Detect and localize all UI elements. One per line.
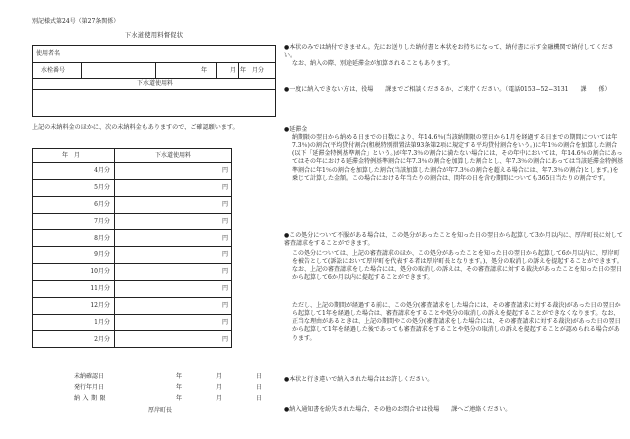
payment-instruction-text: ●本状のみでは納付できません。先にお送りした納付書と本状をお持ちになって、納付書に示す金融機関で納付してください。 — [284, 44, 614, 60]
late-fee-body — [284, 134, 624, 183]
date-unit-d: 日 — [256, 395, 263, 402]
month-cell: 1月分 — [33, 314, 115, 331]
page-title: 下水道使用料督促状 — [124, 32, 184, 39]
faucet-row — [33, 63, 275, 79]
user-name-row — [33, 46, 275, 63]
year-label: 年 — [201, 67, 208, 74]
divider — [81, 63, 82, 78]
date-unit-d: 日 — [256, 384, 263, 391]
table-row — [33, 331, 232, 348]
date-unit-d: 日 — [256, 373, 263, 380]
contact-note: ●納入通知書を紛失された場合、その他のお問合せは役場 課へご連絡ください。 — [284, 406, 512, 413]
table-row — [33, 297, 232, 314]
issue-date-label: 発行年月日 — [74, 384, 105, 391]
fee-label: 下水道使用料 — [136, 80, 173, 87]
table-row — [33, 247, 232, 264]
late-fee-text: 納期限の翌日から納める日までの日数により、年14.6％(当該納期限の翌日から1月を経過する日までの期間については年7.3％)の割合(平均貸付割合(租税特別措置法第93条第2項に規定する平均貸付割合をいう。)に年1％の割合を加算した割合(以下「延滞金特例基準割合」という。)が年7.3％の割合に満たない場合には、その年中においては、年14.6％の割合にあってはその年における延滞金特例基準割合に年7.3％の割合を加算した割合とし、年7.3％の割合にあっては当該延滞金特例基準割合に年1％の割合を加算した割合(当該加算した割合が年7.3％の割合を超える場合には、年7.3％の割合)とします。)を乗じて計算した金額。この場合における年当たりの割合は、閏年の日を含む期間についても365日当たりの割合です。 — [292, 134, 624, 182]
table-row — [33, 264, 232, 281]
fee-cell: 円 — [115, 213, 232, 230]
fee-cell: 円 — [115, 196, 232, 213]
fee-amount-row — [33, 90, 275, 117]
fee-cell: 円 — [115, 280, 232, 297]
notice-right-column — [284, 0, 624, 439]
month-cell: 11月分 — [33, 280, 115, 297]
fee-cell: 円 — [115, 314, 232, 331]
fee-cell: 円 — [115, 264, 232, 281]
late-fee-title: ●延滞金 — [284, 126, 308, 133]
faucet-number-label: 水栓番号 — [41, 67, 66, 74]
appeal-notice: ●この処分について不服がある場合は、この処分があったことを知った日の翌日から起算して3か月以内に、厚岸町長に対して審査請求をすることができます。 — [284, 232, 623, 248]
unpaid-months-table — [32, 148, 232, 348]
deadline-notice — [284, 302, 624, 343]
month-cell: 7月分 — [33, 213, 115, 230]
month-cell: 12月分 — [33, 297, 115, 314]
fee-cell: 円 — [115, 297, 232, 314]
period-label: 年 月分 — [240, 67, 265, 74]
date-unit-y: 年 — [176, 395, 183, 402]
fee-cell: 円 — [115, 163, 232, 180]
lawsuit-text: この処分については、上記の審査請求のほか、この処分があったことを知った日の翌日から起算して6か月以内に、厚岸町を被告として(訴訟において厚岸町を代表する者は厚岸町長となります。)、処分の取消しの訴えを提起することができます。なお、上記の審査請求をした場合には、処分の取消しの訴えは、その審査請求に対する裁決があったことを知った日の翌日から起算して6か月以内に提起することができます。 — [292, 250, 623, 282]
col-period: 年 月 — [33, 149, 115, 163]
date-unit-m: 月 — [216, 395, 223, 402]
table-row — [33, 213, 232, 230]
divider — [238, 63, 239, 78]
date-unit-m: 月 — [216, 373, 223, 380]
surcharge-note: なお、納入の際、別途延滞金が加算されることもあります。 — [292, 60, 454, 68]
table-row — [33, 230, 232, 247]
user-name-label: 使用者名 — [36, 50, 61, 57]
month-cell: 2月分 — [33, 331, 115, 348]
notice-left-column — [30, 0, 278, 439]
fee-cell: 円 — [115, 247, 232, 264]
fee-cell: 円 — [115, 331, 232, 348]
deadline-text: ただし、上記の期間が経過する前に、この処分(審査請求をした場合には、その審査請求に対する裁決)があった日の翌日から起算して1年を経過した場合は、審査請求をすることや処分の取消しの訴えを提起することができなくなります。なお、正当な理由があるときは、上記の期間やこの処分(審査請求をした場合には、その審査請求に対する裁決)があった日の翌日から起算して1年を経過した後であっても審査請求をすることや処分の取消しの訴えを提起することが認められる場合があります。 — [292, 302, 621, 342]
payment-instruction — [284, 44, 624, 68]
apology-note: ●本状と行き違いで納入された場合はお許しください。 — [284, 376, 434, 383]
bill-summary-box — [32, 45, 276, 117]
fee-header-row — [33, 79, 275, 90]
consultation-info: ●一度に納入できない方は、役場 課までご相談くださるか、ご来庁ください。（電話0153−52−3131 課 係） — [284, 86, 611, 93]
table-row — [33, 179, 232, 196]
date-unit-y: 年 — [176, 373, 183, 380]
table-row — [33, 163, 232, 180]
unpaid-date-label: 未納確認日 — [74, 373, 105, 380]
mayor-name: 厚岸町長 — [148, 407, 173, 414]
divider — [216, 63, 217, 78]
deadline-label: 納入期限 — [74, 395, 109, 402]
col-fee: 下水道使用料 — [115, 149, 232, 163]
month-cell: 4月分 — [33, 163, 115, 180]
divider — [155, 63, 156, 78]
month-label: 月 — [230, 67, 237, 74]
lawsuit-notice — [284, 250, 624, 283]
date-unit-m: 月 — [216, 384, 223, 391]
date-unit-y: 年 — [176, 384, 183, 391]
month-cell: 9月分 — [33, 247, 115, 264]
month-cell: 6月分 — [33, 196, 115, 213]
table-row — [33, 196, 232, 213]
month-cell: 10月分 — [33, 264, 115, 281]
additional-unpaid-note: 上記の未納料金のほかに、次の未納料金もありますので、ご確認願います。 — [32, 124, 239, 131]
month-cell: 5月分 — [33, 179, 115, 196]
table-header-row — [33, 149, 232, 163]
form-number: 別記様式第24号（第27条関係） — [32, 18, 120, 25]
table-row — [33, 314, 232, 331]
month-cell: 8月分 — [33, 230, 115, 247]
table-row — [33, 280, 232, 297]
fee-cell: 円 — [115, 230, 232, 247]
fee-cell: 円 — [115, 179, 232, 196]
